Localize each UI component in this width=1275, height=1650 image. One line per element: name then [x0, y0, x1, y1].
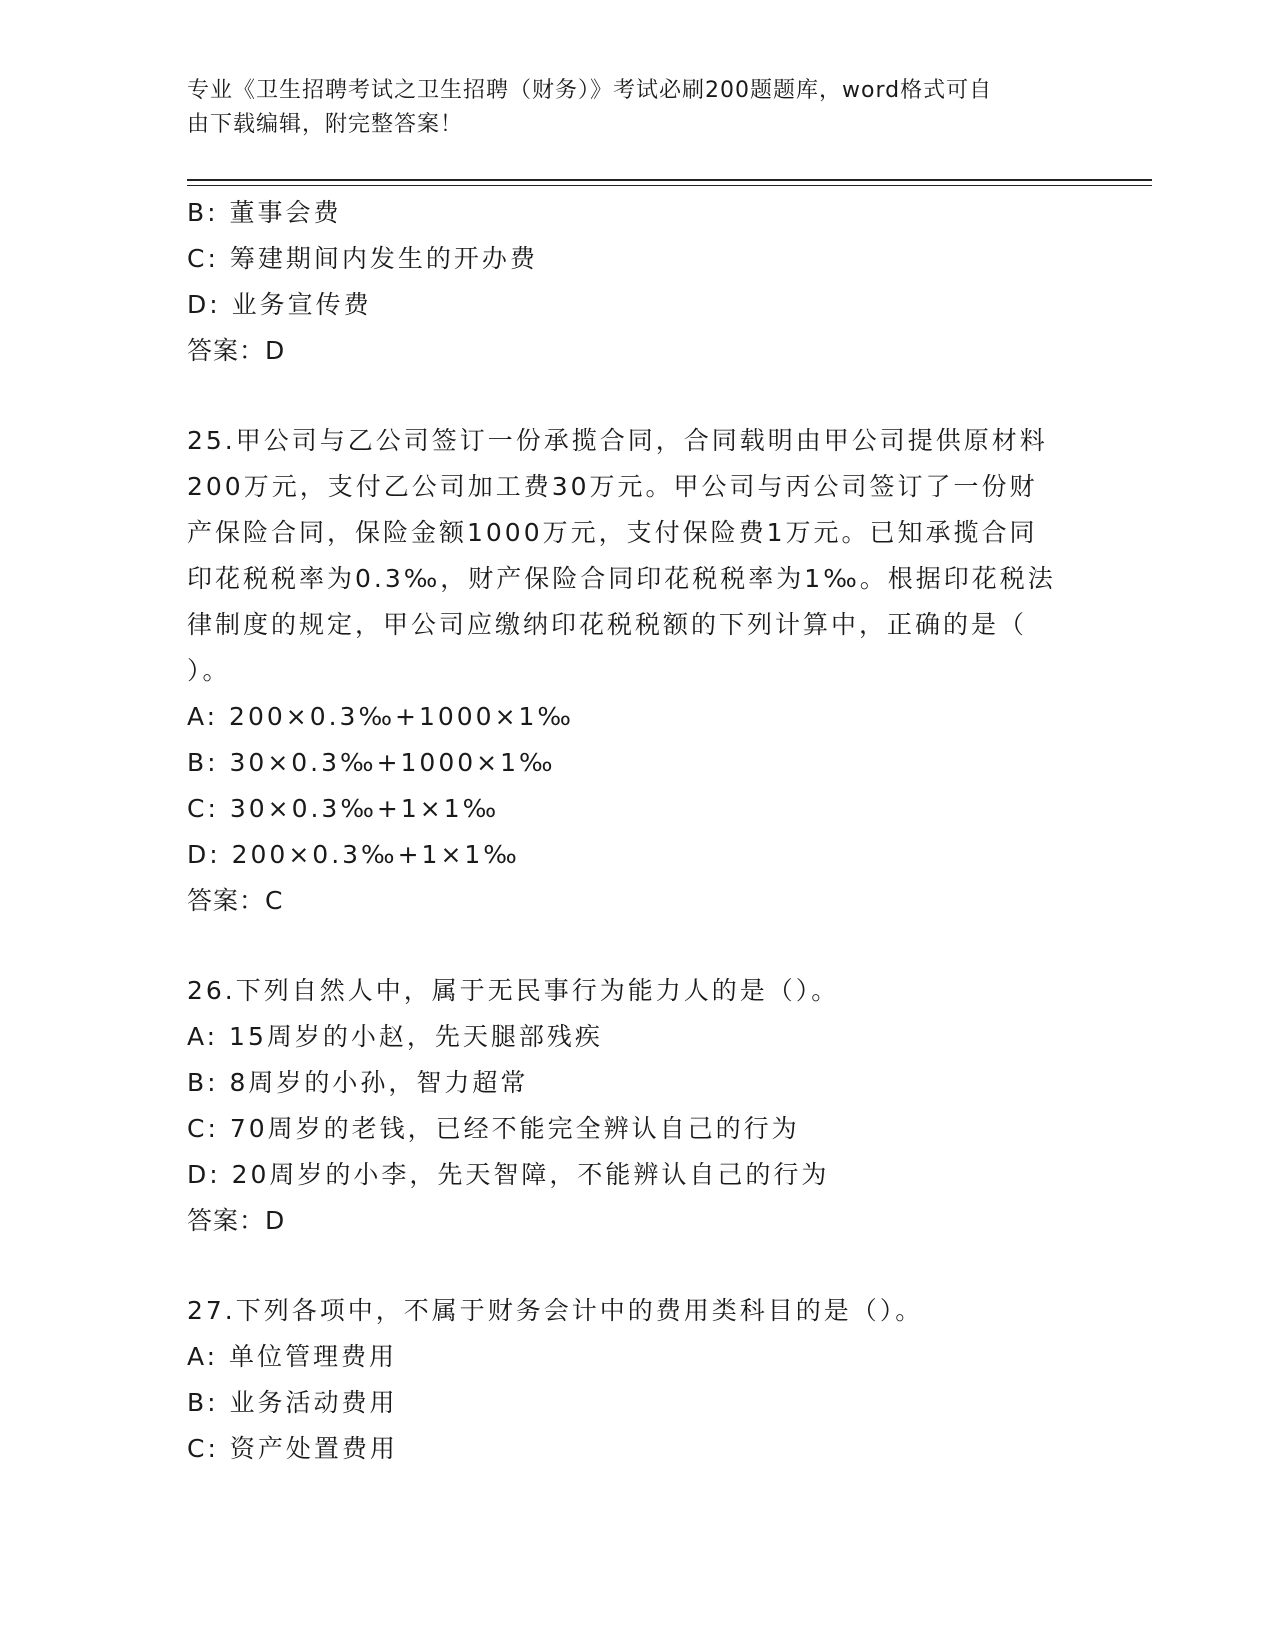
option-b: B: 董事会费: [187, 198, 342, 227]
answer: 答案：D: [187, 1206, 286, 1235]
question-26: [187, 968, 1087, 1244]
stem-line: ）。: [187, 656, 231, 685]
header-line-2: 由下载编辑，附完整答案！: [187, 112, 464, 137]
header-divider-thin: [187, 185, 1152, 186]
option-a: A: 200×0.3‰+1000×1‰: [187, 702, 574, 731]
option-a: A: 15周岁的小赵，先天腿部残疾: [187, 1022, 603, 1051]
stem-line: 印花税税率为0.3‰，财产保险合同印花税税率为1‰。根据印花税法: [187, 564, 1056, 593]
stem-line: 200万元，支付乙公司加工费30万元。甲公司与丙公司签订了一份财: [187, 472, 1038, 501]
option-d: D: 业务宣传费: [187, 290, 372, 319]
option-b: B: 业务活动费用: [187, 1388, 398, 1417]
option-a: A: 单位管理费用: [187, 1342, 398, 1371]
answer: 答案：D: [187, 336, 286, 365]
option-c: C: 资产处置费用: [187, 1434, 398, 1463]
answer: 答案：C: [187, 886, 284, 915]
header-divider-thick: [187, 179, 1152, 181]
option-b: B: 30×0.3‰+1000×1‰: [187, 748, 556, 777]
option-c: C: 筹建期间内发生的开办费: [187, 244, 538, 273]
stem-line: 25.甲公司与乙公司签订一份承揽合同，合同载明由甲公司提供原材料: [187, 426, 1048, 455]
question-24-tail: [187, 190, 1087, 374]
stem-line: 律制度的规定，甲公司应缴纳印花税税额的下列计算中，正确的是（: [187, 610, 1028, 639]
header-line-1: 专业《卫生招聘考试之卫生招聘（财务）》考试必刷200题题库，word格式可自: [187, 78, 993, 103]
question-27: [187, 1288, 1087, 1472]
question-stem: 27.下列各项中，不属于财务会计中的费用类科目的是（）。: [187, 1296, 924, 1325]
option-b: B: 8周岁的小孙，智力超常: [187, 1068, 529, 1097]
question-25: [187, 418, 1087, 924]
option-c: C: 30×0.3‰+1×1‰: [187, 794, 500, 823]
question-stem: [187, 418, 1087, 694]
option-d: D: 200×0.3‰+1×1‰: [187, 840, 520, 869]
document-body: [187, 190, 1087, 1472]
stem-line: 产保险合同，保险金额1000万元，支付保险费1万元。已知承揽合同: [187, 518, 1038, 547]
option-d: D: 20周岁的小李，先天智障，不能辨认自己的行为: [187, 1160, 830, 1189]
option-c: C: 70周岁的老钱，已经不能完全辨认自己的行为: [187, 1114, 800, 1143]
question-stem: 26.下列自然人中，属于无民事行为能力人的是（）。: [187, 976, 840, 1005]
document-header: [187, 74, 1067, 142]
